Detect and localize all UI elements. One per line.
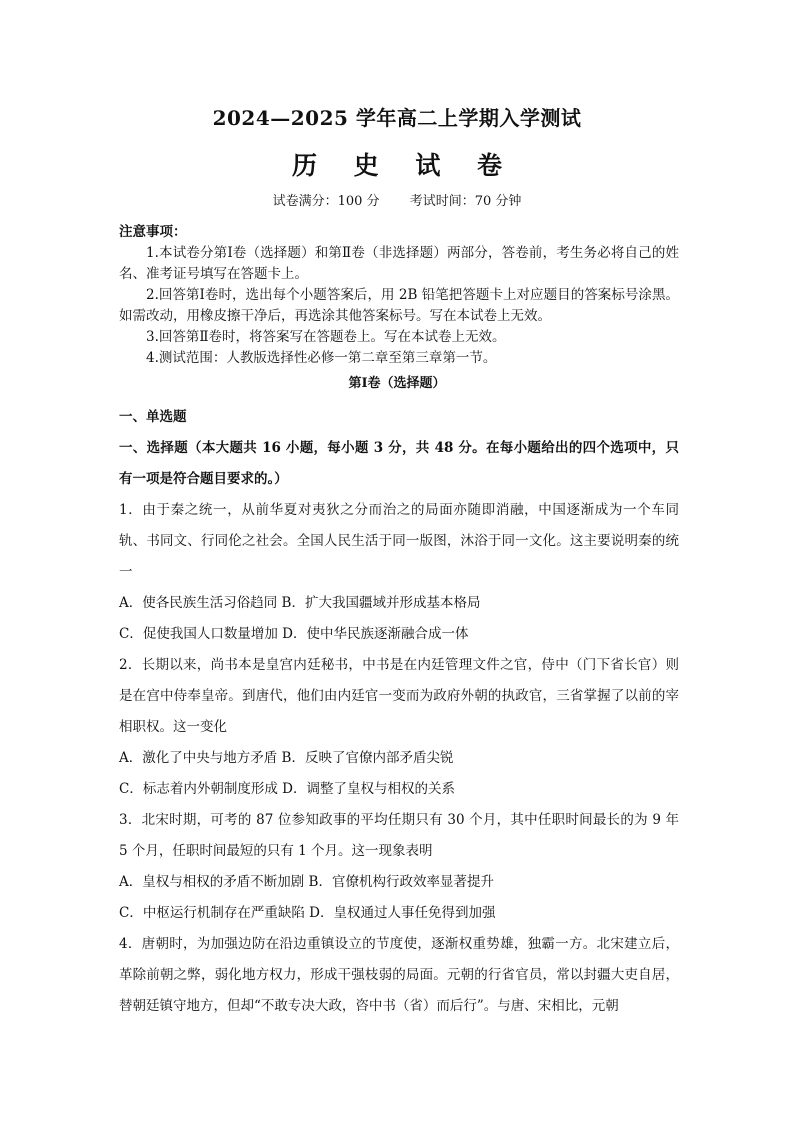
question-stem: 1．由于秦之统一，从前华夏对夷狄之分而治之的局面亦随即消融，中国逐渐成为一个车同轨、书同文、行同伦之社会。全国人民生活于同一版图，沐浴于同一文化。这主要说明秦的统一 — [119, 502, 679, 580]
exam-time: 考试时间：70 分钟 — [409, 194, 522, 209]
part-heading: 第Ⅰ卷（选择题） — [348, 376, 446, 391]
notes-item: 3.回答第Ⅱ卷时，将答案写在答题卷上。写在本试卷上无效。 — [146, 329, 506, 345]
question-stem: 4．唐朝时，为加强边防在沿边重镇设立的节度使，逐渐权重势雄，独霸一方。北宋建立后，革除前朝之弊，弱化地方权力，形成干强枝弱的局面。元朝的行省官员，常以封疆大吏自居，替朝廷镇守地方，但却“不敢专决大政，咨中书（省）而后行”。与唐、宋相比，元朝 — [119, 936, 679, 1014]
question-options: C．中枢运行机制存在严重缺陷 D．皇权通过人事任免得到加强 — [119, 905, 496, 921]
exam-title: 2024—2025 学年高二上学期入学测试 — [212, 106, 582, 130]
notes-heading: 注意事项： — [119, 224, 187, 240]
question-options: A．皇权与相权的矛盾不断加剧 B．官僚机构行政效率显著提升 — [119, 874, 494, 890]
subject-title: 历 史 试 卷 — [291, 151, 517, 180]
section-instruction: 一、选择题（本大题共 16 小题，每小题 3 分，共 48 分。在每小题给出的四个选项中，只有一项是符合题目要求的。） — [119, 440, 679, 487]
notes-item: 1.本试卷分第Ⅰ卷（选择题）和第Ⅱ卷（非选择题）两部分，答卷前，考生务必将自己的姓名、准考证号填写在答题卡上。 — [119, 245, 679, 282]
exam-meta — [0, 190, 794, 209]
question-stem: 3．北宋时期，可考的 87 位参知政事的平均任期只有 30 个月，其中任职时间最长的为 9 年 5 个月，任职时间最短的只有 1 个月。这一现象表明 — [119, 812, 679, 859]
question-options: A．使各民族生活习俗趋同 B．扩大我国疆域并形成基本格局 — [119, 595, 481, 611]
notes-item: 4.测试范围：人教版选择性必修一第二章至第三章第一节。 — [146, 350, 497, 366]
notes-item: 2.回答第Ⅰ卷时，选出每个小题答案后，用 2B 铅笔把答题卡上对应题目的答案标号涂黑。如需改动，用橡皮擦干净后，再选涂其他答案标号。写在本试卷上无效。 — [119, 287, 679, 324]
section-label: 一、单选题 — [119, 409, 187, 425]
full-score: 试卷满分：100 分 — [272, 194, 380, 209]
question-options: C．标志着内外朝制度形成 D．调整了皇权与相权的关系 — [119, 781, 455, 797]
question-options: A．激化了中央与地方矛盾 B．反映了官僚内部矛盾尖锐 — [119, 750, 454, 766]
question-body — [119, 402, 679, 1022]
question-stem: 2．长期以来，尚书本是皇宫内廷秘书，中书是在内廷管理文件之官，侍中（门下省长官）则是在宫中侍奉皇帝。到唐代，他们由内廷官一变而为政府外朝的执政官，三省掌握了以前的宰相职权。这一变化 — [119, 657, 679, 735]
question-options: C．促使我国人口数量增加 D．使中华民族逐渐融合成一体 — [119, 626, 469, 642]
notes — [119, 222, 679, 369]
